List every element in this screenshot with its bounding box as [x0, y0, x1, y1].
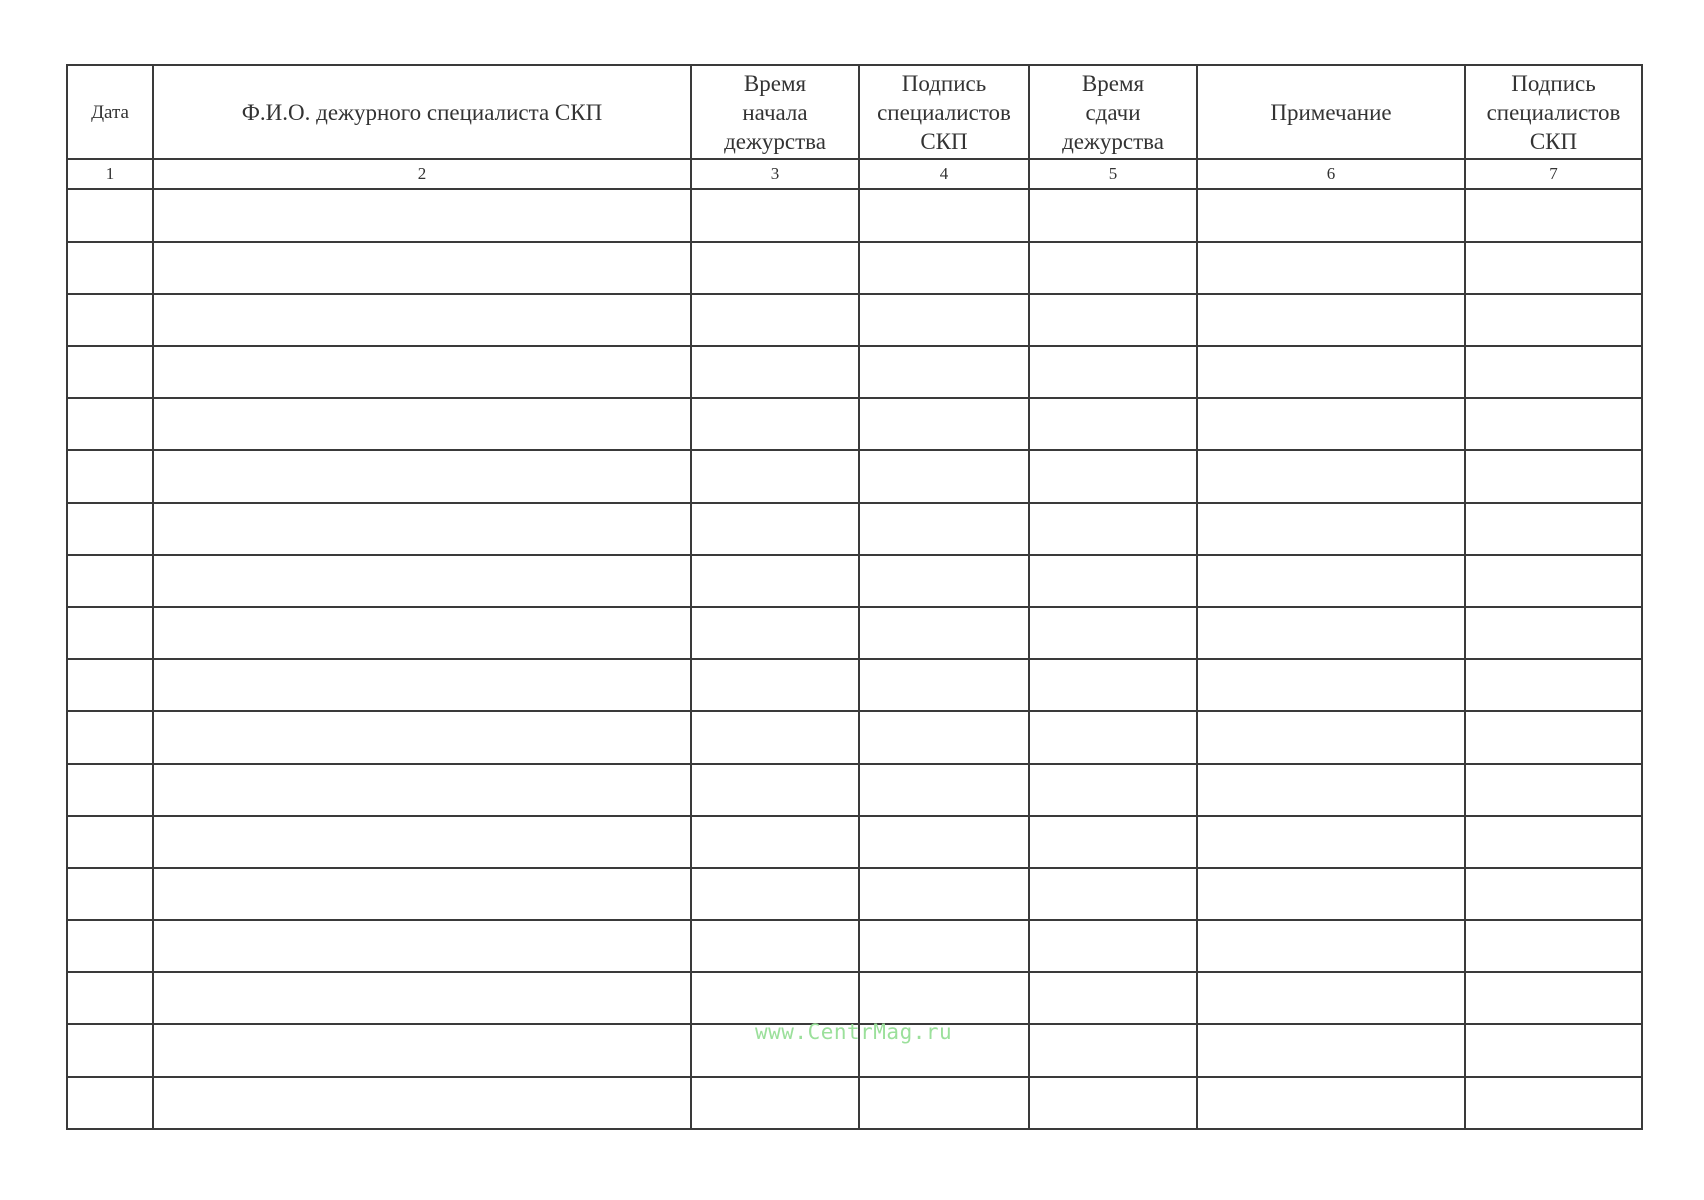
table-cell	[67, 294, 153, 346]
table-cell	[691, 346, 859, 398]
table-cell	[1197, 450, 1465, 502]
header-cell-note: Примечание	[1197, 65, 1465, 159]
table-cell	[67, 816, 153, 868]
table-cell	[153, 450, 691, 502]
table-row	[67, 607, 1642, 659]
table-cell	[1029, 868, 1197, 920]
table-cell	[1197, 242, 1465, 294]
table-cell	[1197, 816, 1465, 868]
table-cell	[1465, 607, 1642, 659]
table-cell	[1465, 398, 1642, 450]
table-cell	[859, 1077, 1029, 1129]
table-cell	[1197, 189, 1465, 241]
table-cell	[1197, 294, 1465, 346]
table-row	[67, 659, 1642, 711]
column-number-cell: 7	[1465, 159, 1642, 189]
table-cell	[67, 972, 153, 1024]
table-cell	[1029, 816, 1197, 868]
table-cell	[691, 189, 859, 241]
table-cell	[859, 868, 1029, 920]
table-cell	[1029, 242, 1197, 294]
table-row	[67, 294, 1642, 346]
table-cell	[691, 764, 859, 816]
column-number-cell: 4	[859, 159, 1029, 189]
table-cell	[1197, 398, 1465, 450]
table-cell	[153, 711, 691, 763]
table-cell	[1029, 711, 1197, 763]
table-cell	[153, 920, 691, 972]
header-cell-signature: Подпись специалистов СКП	[859, 65, 1029, 159]
table-cell	[691, 972, 859, 1024]
table-cell	[1197, 1024, 1465, 1076]
table-row	[67, 868, 1642, 920]
table-cell	[859, 920, 1029, 972]
table-cell	[691, 711, 859, 763]
table-cell	[859, 189, 1029, 241]
table-cell	[67, 503, 153, 555]
table-cell	[859, 294, 1029, 346]
table-cell	[691, 816, 859, 868]
column-number-cell: 3	[691, 159, 859, 189]
table-cell	[691, 242, 859, 294]
table-cell	[1465, 711, 1642, 763]
table-row	[67, 816, 1642, 868]
table-cell	[67, 346, 153, 398]
table-cell	[67, 764, 153, 816]
table-row	[67, 242, 1642, 294]
watermark-text: www.CentrMag.ru	[755, 1020, 953, 1044]
table-row	[67, 503, 1642, 555]
table-cell	[1465, 294, 1642, 346]
column-number-cell: 6	[1197, 159, 1465, 189]
table-cell	[153, 503, 691, 555]
table-cell	[691, 450, 859, 502]
table-cell	[859, 398, 1029, 450]
table-cell	[1465, 972, 1642, 1024]
table-cell	[67, 242, 153, 294]
header-cell-signature-2: Подпись специалистов СКП	[1465, 65, 1642, 159]
table-cell	[859, 346, 1029, 398]
table-cell	[1029, 764, 1197, 816]
table-cell	[1197, 868, 1465, 920]
table-cell	[1465, 1077, 1642, 1129]
table-cell	[153, 868, 691, 920]
table-cell	[1029, 920, 1197, 972]
table-cell	[1465, 346, 1642, 398]
table-cell	[859, 659, 1029, 711]
table-cell	[1029, 659, 1197, 711]
table-cell	[67, 659, 153, 711]
table-cell	[153, 659, 691, 711]
table-cell	[1197, 346, 1465, 398]
table-cell	[859, 711, 1029, 763]
table-cell	[859, 972, 1029, 1024]
column-number-cell: 2	[153, 159, 691, 189]
table-cell	[691, 294, 859, 346]
table-cell	[1029, 1077, 1197, 1129]
table-cell	[859, 764, 1029, 816]
table-cell	[153, 398, 691, 450]
table-cell	[67, 1077, 153, 1129]
table-cell	[1197, 503, 1465, 555]
table-cell	[691, 607, 859, 659]
table-cell	[1465, 503, 1642, 555]
table-cell	[67, 607, 153, 659]
table-cell	[153, 607, 691, 659]
table-cell	[67, 1024, 153, 1076]
column-number-cell: 5	[1029, 159, 1197, 189]
table-cell	[1029, 450, 1197, 502]
table-row	[67, 764, 1642, 816]
table-cell	[691, 659, 859, 711]
table-cell	[1029, 503, 1197, 555]
table-row	[67, 189, 1642, 241]
table-cell	[691, 868, 859, 920]
header-row	[67, 65, 1642, 159]
table-row	[67, 398, 1642, 450]
duty-log-table	[66, 64, 1643, 1130]
table-cell	[691, 398, 859, 450]
table-cell	[1197, 920, 1465, 972]
table-cell	[859, 555, 1029, 607]
table-cell	[691, 920, 859, 972]
table-cell	[1197, 555, 1465, 607]
table-row	[67, 972, 1642, 1024]
table-row	[67, 346, 1642, 398]
table-cell	[1197, 659, 1465, 711]
table-cell	[67, 398, 153, 450]
table-cell	[153, 189, 691, 241]
table-cell	[153, 346, 691, 398]
table-cell	[1465, 920, 1642, 972]
table-cell	[1197, 764, 1465, 816]
table-cell	[153, 764, 691, 816]
table-cell	[153, 1024, 691, 1076]
table-cell	[153, 242, 691, 294]
table-cell	[1029, 398, 1197, 450]
table-row	[67, 1077, 1642, 1129]
table-cell	[1197, 607, 1465, 659]
header-cell-full-name: Ф.И.О. дежурного специалиста СКП	[153, 65, 691, 159]
table-cell	[67, 868, 153, 920]
column-number-row	[67, 159, 1642, 189]
table-cell	[153, 555, 691, 607]
table-cell	[859, 242, 1029, 294]
table-cell	[691, 1077, 859, 1129]
table-cell	[1029, 607, 1197, 659]
table-row	[67, 711, 1642, 763]
table-cell	[1029, 1024, 1197, 1076]
table-cell	[153, 972, 691, 1024]
header-cell-start-time: Время начала дежурства	[691, 65, 859, 159]
table-cell	[1465, 1024, 1642, 1076]
table-cell	[859, 607, 1029, 659]
header-cell-date: Дата	[67, 65, 153, 159]
table-cell	[1465, 555, 1642, 607]
table-cell	[67, 711, 153, 763]
table-row	[67, 450, 1642, 502]
column-number-cell: 1	[67, 159, 153, 189]
table-cell	[1029, 972, 1197, 1024]
table-cell	[1465, 450, 1642, 502]
table-row	[67, 555, 1642, 607]
table-cell	[153, 294, 691, 346]
header-cell-handover-time: Время сдачи дежурства	[1029, 65, 1197, 159]
table-cell	[859, 450, 1029, 502]
table-cell	[1197, 972, 1465, 1024]
table-cell	[1029, 189, 1197, 241]
table-cell	[1197, 1077, 1465, 1129]
table-cell	[1465, 189, 1642, 241]
table-cell	[1465, 816, 1642, 868]
table-row	[67, 920, 1642, 972]
table-cell	[1465, 242, 1642, 294]
table-cell	[691, 503, 859, 555]
table-cell	[67, 189, 153, 241]
table-cell	[67, 450, 153, 502]
table-cell	[1197, 711, 1465, 763]
table-cell	[691, 555, 859, 607]
table-cell	[153, 1077, 691, 1129]
table-cell	[1465, 868, 1642, 920]
table-cell	[1465, 764, 1642, 816]
table-cell	[1029, 346, 1197, 398]
table-cell	[67, 920, 153, 972]
table-cell	[67, 555, 153, 607]
table-cell	[859, 816, 1029, 868]
table-cell	[1029, 555, 1197, 607]
table-cell	[153, 816, 691, 868]
table-cell	[1029, 294, 1197, 346]
table-cell	[1465, 659, 1642, 711]
table-cell	[859, 503, 1029, 555]
